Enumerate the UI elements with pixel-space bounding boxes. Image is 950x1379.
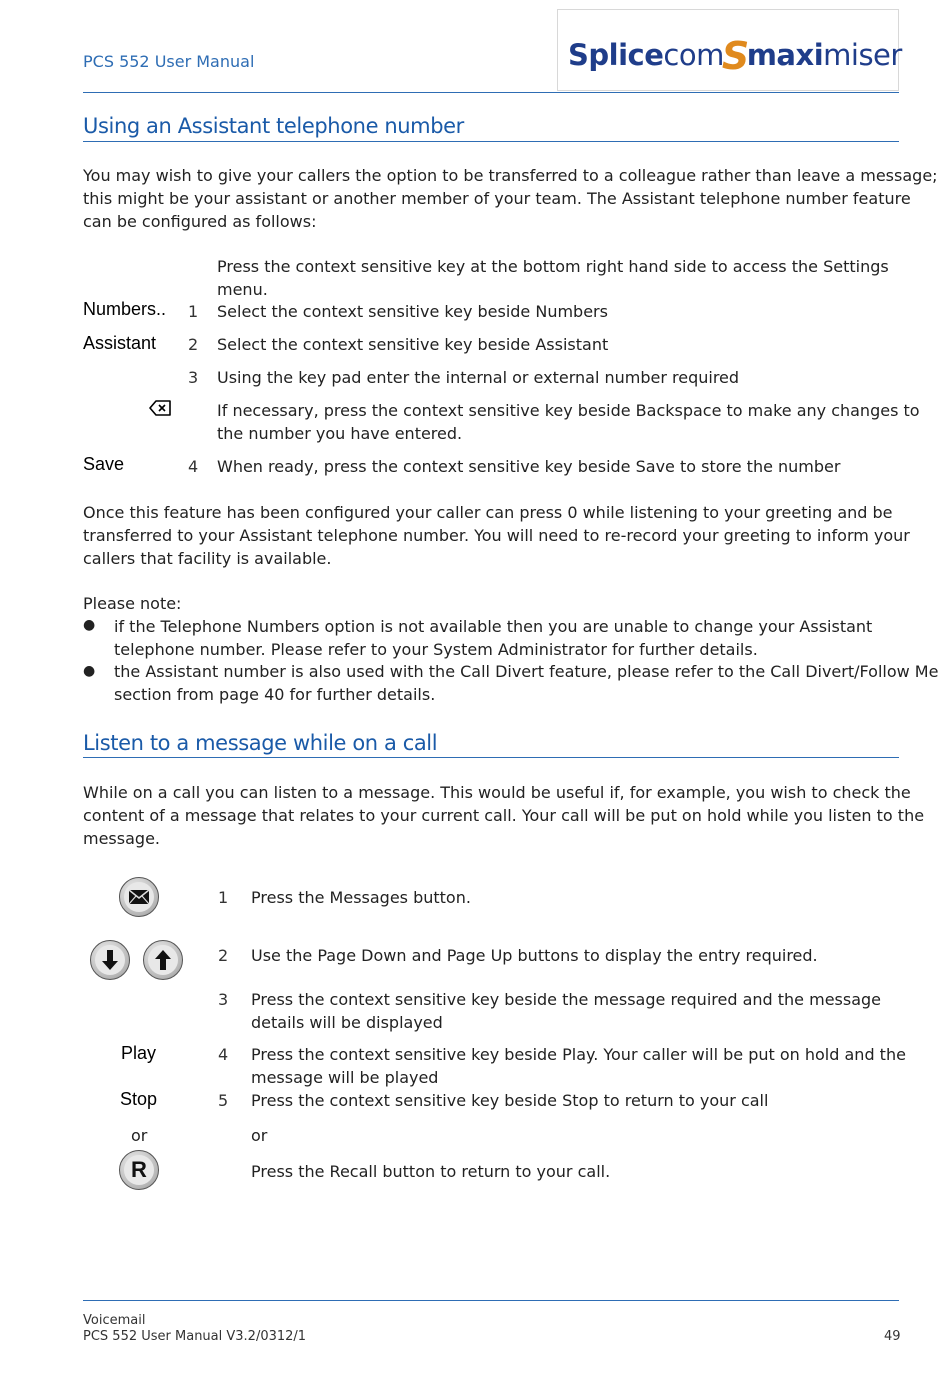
step-line: the number you have entered. — [217, 424, 463, 443]
intro-line: can be configured as follows: — [83, 212, 317, 231]
step-text: Press the context sensitive key beside Stop to return to your call — [251, 1091, 769, 1110]
section2-intro — [83, 781, 924, 850]
logo-maxi: maxi — [746, 38, 824, 72]
step-line: Press the context sensitive key at the bottom right hand side to access the Settings — [217, 257, 889, 276]
note-line: the Assistant number is also used with the Call Divert feature, please refer to the Call Divert/Follow Me — [114, 662, 939, 681]
note-line: section from page 40 for further details. — [114, 685, 436, 704]
step-text: Press the Messages button. — [251, 888, 471, 907]
recall-letter: R — [131, 1157, 147, 1182]
recall-icon — [119, 1150, 159, 1190]
step-text: Select the context sensitive key beside Numbers — [217, 302, 608, 321]
section-title-assistant: Using an Assistant telephone number — [83, 114, 464, 138]
header-title: PCS 552 User Manual — [83, 52, 255, 71]
section-rule — [83, 757, 899, 758]
footer-rule — [83, 1300, 899, 1301]
logo-swoosh-icon: S — [721, 34, 749, 78]
softkey-assistant-label: Assistant — [83, 333, 157, 353]
section1-after — [83, 501, 910, 570]
step-number: 1 — [188, 302, 199, 321]
step-text: Press the Recall button to return to your call. — [251, 1162, 611, 1181]
step-number: 2 — [188, 335, 199, 354]
softkey-numbers-label: Numbers.. — [83, 299, 167, 319]
intro-line: message. — [83, 829, 160, 848]
logo-splice: Splice — [568, 38, 664, 72]
page-down-icon — [90, 940, 130, 980]
splicecom-maximiser-logo — [557, 9, 902, 91]
step-line: details will be displayed — [251, 1013, 443, 1032]
bullet-icon: ● — [83, 617, 96, 633]
step-line: If necessary, press the context sensitive key beside Backspace to make any changes to — [217, 401, 920, 420]
page-up-icon — [143, 940, 183, 980]
footer-page-number: 49 — [884, 1329, 901, 1344]
intro-line: this might be your assistant or another member of your team. The Assistant telephone number feature — [83, 189, 911, 208]
intro-line: content of a message that relates to your current call. Your call will be put on hold while you listen to the — [83, 806, 925, 825]
note-line: if the Telephone Numbers option is not available then you are unable to change your Assistant — [114, 617, 873, 636]
logo-com: com — [663, 38, 724, 72]
step-number: 5 — [218, 1091, 229, 1110]
step-text: Using the key pad enter the internal or external number required — [217, 368, 740, 387]
step-line: menu. — [217, 280, 268, 299]
after-line: transferred to your Assistant telephone number. You will need to re-record your greeting to inform your — [83, 526, 910, 545]
step-text — [217, 399, 920, 445]
intro-line: While on a call you can listen to a message. This would be useful if, for example, you wish to check the — [83, 783, 911, 802]
section1-intro — [83, 164, 938, 233]
bullet-icon: ● — [83, 663, 96, 679]
backspace-icon — [149, 400, 171, 420]
step-text — [217, 255, 889, 301]
step-text — [251, 988, 881, 1034]
after-line: Once this feature has been configured your caller can press 0 while listening to your greeting and be — [83, 503, 893, 522]
softkey-save-label: Save — [83, 454, 125, 474]
after-line: callers that facility is available. — [83, 549, 332, 568]
step-number: 2 — [218, 946, 229, 965]
step-number: 1 — [218, 888, 229, 907]
note-heading: Please note: — [83, 594, 182, 613]
footer-section: Voicemail — [83, 1313, 146, 1328]
step-line: Press the context sensitive key beside the message required and the message — [251, 990, 882, 1009]
step-text: When ready, press the context sensitive key beside Save to store the number — [217, 457, 841, 476]
step-number: 4 — [188, 457, 199, 476]
intro-line: You may wish to give your callers the option to be transferred to a colleague rather than leave a message; — [83, 166, 938, 185]
step-line: Press the context sensitive key beside Play. Your caller will be put on hold and the — [251, 1045, 906, 1064]
softkey-play-label: Play — [121, 1043, 157, 1063]
step-text — [251, 1043, 906, 1089]
step-text: Select the context sensitive key beside Assistant — [217, 335, 609, 354]
step-text: Use the Page Down and Page Up buttons to display the entry required. — [251, 946, 818, 965]
header-rule — [83, 92, 899, 93]
softkey-stop-label: Stop — [120, 1089, 158, 1109]
note-item — [114, 615, 872, 661]
logo-miser: miser — [823, 38, 902, 72]
or-text: or — [251, 1126, 268, 1145]
step-line: message will be played — [251, 1068, 439, 1087]
section-title-listen: Listen to a message while on a call — [83, 731, 438, 755]
note-line: telephone number. Please refer to your System Administrator for further details. — [114, 640, 758, 659]
step-number: 3 — [188, 368, 199, 387]
note-item — [114, 660, 938, 706]
or-label: or — [131, 1126, 148, 1145]
step-number: 4 — [218, 1045, 229, 1064]
section-rule — [83, 141, 899, 142]
step-number: 3 — [218, 990, 229, 1009]
envelope-icon — [119, 877, 159, 917]
footer-doc: PCS 552 User Manual V3.2/0312/1 — [83, 1329, 307, 1344]
